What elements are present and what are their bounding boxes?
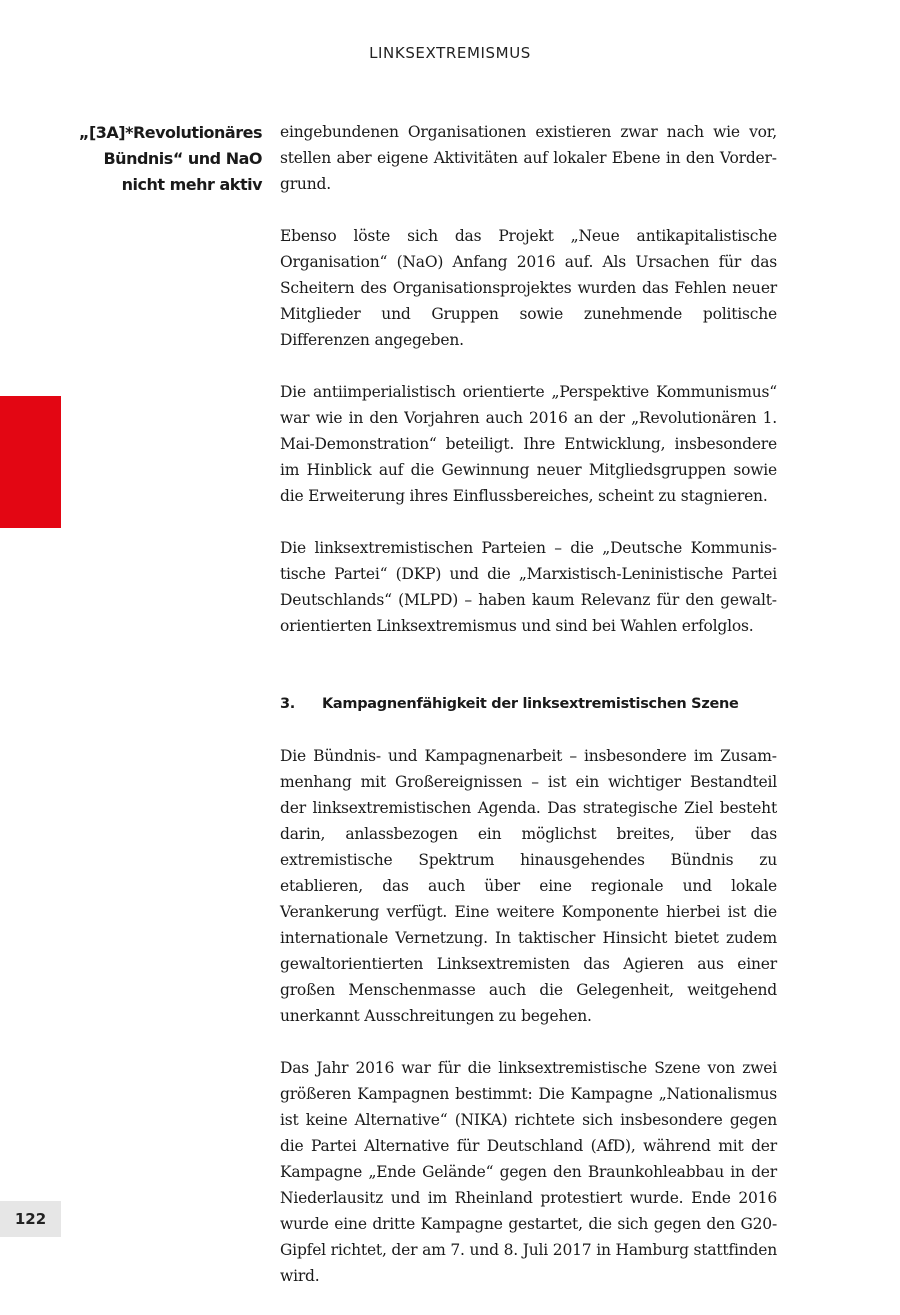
main-text-column [280,119,777,1315]
body-paragraph: Die linksextremistischen Parteien – die „Deutsche Kommunistische Partei“ (DKP) und die „Marxistisch-Leninistische Partei Deutschlands“ (MLPD) – haben kaum Relevanz für den gewaltorientierten Linksextremismus und sind bei Wahlen erfolglos. [280,539,777,635]
page-number: 122 [0,1201,61,1237]
body-paragraph: Das Jahr 2016 war für die linksextremistische Szene von zwei größeren Kampagnen bestimmt: Die Kampagne „Nationalismus ist keine Alternative“ (NIKA) richtete sich insbesondere gegen die Partei Alternative für Deutschland (AfD), während mit der Kampagne „Ende Gelände“ gegen den Braunkohleabbau in der Niederlausitz und im Rheinland protestiert wurde. Ende 2016 wurde eine dritte Kampagne gestartet, die sich gegen den G20-Gipfel richtet, der am 7. und 8. Juli 2017 in Hamburg stattfinden wird. [280,1059,777,1285]
section-number: 3. [280,696,295,712]
body-paragraph: eingebundenen Organisationen existieren zwar nach wie vor, stellen aber eigene Aktivitäten auf lokaler Ebene in den Vordergrund. [280,123,777,193]
body-paragraph: Die antiimperialistisch orientierte „Perspektive Kommunismus“ war wie in den Vorjahren auch 2016 an der „Revolutionären 1. Mai-Demonstration“ beteiligt. Ihre Entwicklung, insbesondere im Hinblick auf die Gewinnung neuer Mitgliedsgruppen sowie die Erweiterung ihres Einflussbereiches, scheint zu stagnieren. [280,383,777,505]
running-header: LINKSEXTREMISMUS [369,44,531,62]
chapter-tab-marker [0,396,61,528]
body-paragraph: Ebenso löste sich das Projekt „Neue antikapitalistische Organisation“ (NaO) Anfang 2016 auf. Als Ursachen für das Scheitern des Organisationsprojektes wurden das Fehlen neuer Mitglieder und Gruppen sowie zunehmende politische Differenzen angegeben. [280,227,777,349]
section-title: Kampagnenfähigkeit der linksextremistischen Szene [322,696,739,712]
body-paragraph: Die Bündnis- und Kampagnenarbeit – insbesondere im Zusammenhang mit Großereignissen – ist ein wichtiger Bestandteil der linksextremistischen Agenda. Das strategische Ziel besteht darin, anlassbezogen ein möglichst breites, über das extremistische Spektrum hinausgehendes Bündnis zu etablieren, das auch über eine regionale und lokale Verankerung verfügt. Eine weitere Komponente hierbei ist die internationale Vernetzung. In taktischer Hinsicht bietet zudem gewaltorientierten Linksextremisten das Agieren aus einer großen Menschenmasse auch die Gelegenheit, weitgehend unerkannt Ausschreitungen zu begehen. [280,747,777,1025]
margin-note: „[3A]*Revolutionäres Bündnis“ und NaO nicht mehr aktiv [78,123,262,194]
section-heading [280,691,777,717]
